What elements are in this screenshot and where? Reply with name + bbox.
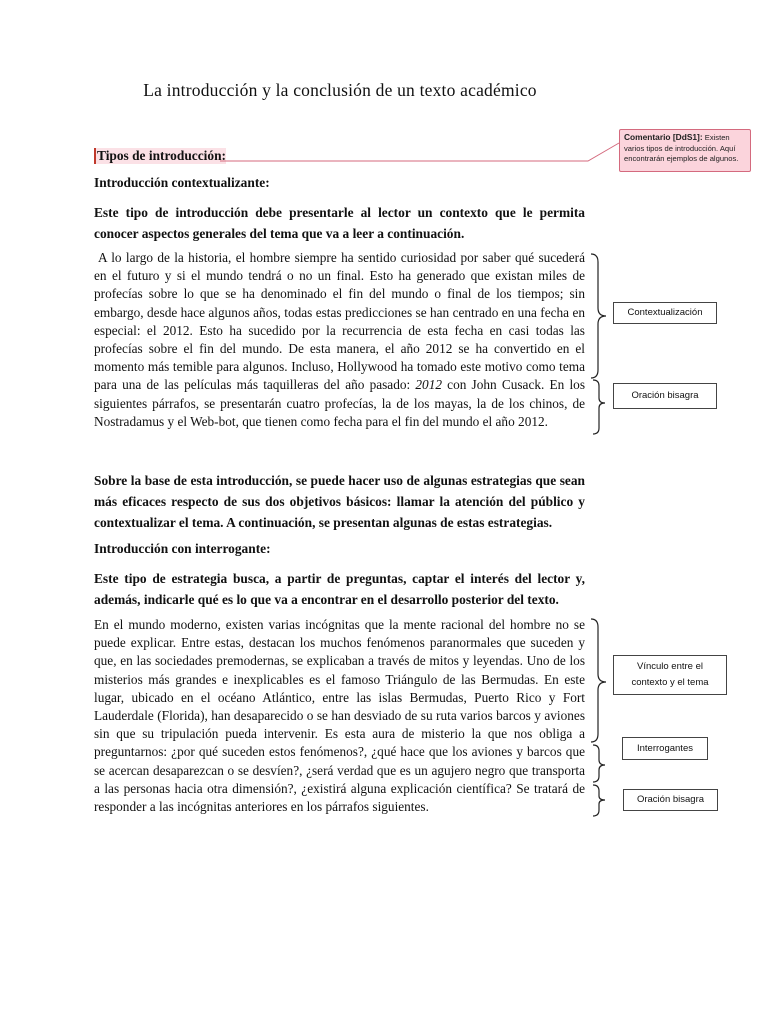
intro2-description: Este tipo de estrategia busca, a partir de preguntas, captar el interés del lector y, además, indicarle qué es lo que va a encontrar en el desarrollo posterior del texto. — [94, 571, 585, 607]
brace-oracion-bisagra-2 — [593, 785, 605, 816]
intro2-heading: Introducción con interrogante: — [94, 541, 271, 556]
intro1-paragraph-part2: con John Cusack. En los siguientes párrafos, se presentarán cuatro profecías, la de los mayas, la de los chinos, de Nostradamus y el Web-bot, que tienen como fecha para el fin del mundo el año 2012. — [94, 377, 585, 429]
comment-balloon[interactable] — [619, 129, 751, 172]
label-oracion-bisagra-2: Oración bisagra — [623, 789, 718, 811]
brace-oracion-bisagra-1 — [593, 380, 605, 434]
section-heading-commented[interactable]: Tipos de introducción: — [94, 148, 226, 164]
label-oracion-bisagra-1: Oración bisagra — [613, 383, 717, 409]
intro2-paragraph: En el mundo moderno, existen varias incógnitas que la mente racional del hombre no se puede explicar. Entre estas, destacan los muchos fenómenos paranormales que suceden y que, en las sociedades premodernas, se explicaban a través de mitos y leyendas. Uno de los misterios más grandes e inexplicables es el famoso Triángulo de las Bermudas. En este lugar, ubicado en el océano Atlántico, entre las islas Bermudas, Puerto Rico y Fort Lauderdale (Florida), han desaparecido o se han desviado de su ruta varios barcos y aviones sin que su tripulación pueda intervenir. Es esta aura de misterio la que nos obliga a preguntarnos: ¿por qué suceden estos fenómenos?, ¿qué hace que los aviones y barcos que se acercan desaparezcan o se desvíen?, ¿será verdad que es un agujero negro que transporta a las personas hacia otra dimensión?, ¿existirá alguna explicación científica? Se tratará de responder a las incógnitas anteriores en los párrafos siguientes. — [94, 617, 585, 815]
comment-connector-line — [220, 143, 619, 161]
film-title: 2012 — [415, 377, 442, 393]
brace-vinculo — [591, 619, 606, 742]
label-vinculo: Vínculo entre el contexto y el tema — [613, 655, 727, 695]
comment-text: Existen varios tipos de introducción. Aquí encontrarán ejemplos de algunos. — [624, 133, 739, 163]
document-title: La introducción y la conclusión de un texto académico — [143, 80, 537, 100]
intro1-description: Este tipo de introducción debe presentarle al lector un contexto que le permita conocer aspectos generales del tema que va a leer a continuación. — [94, 205, 585, 241]
brace-interrogantes — [593, 745, 605, 782]
intro1-heading: Introducción contextualizante: — [94, 175, 270, 190]
transition-paragraph: Sobre la base de esta introducción, se puede hacer uso de algunas estrategias que sean más eficaces respecto de sus dos objetivos básicos: llamar la atención del público y contextualizar el tema. A continuación, se presentan algunas de estas estrategias. — [94, 473, 585, 530]
intro1-paragraph — [94, 249, 585, 431]
intro1-paragraph-part1: A lo largo de la historia, el hombre siempre ha sentido curiosidad por saber qué sucederá en el futuro y si el mundo tendrá o no un final. Esto ha generado que existan miles de profecías sobre lo que se ha denominado el fin del mundo o final de los tiempos; sin embargo, desde hace algunos años, todas estas predicciones se han centrado en una fecha en especial: el 2012. Esto ha sucedido por la recurrencia de esta fecha en casi todas las profecías sobre el fin del mundo. De esta manera, el año 2012 se ha convertido en el momento más temible para algunos. Incluso, Hollywood ha tomado este motivo como tema para una de las películas más taquilleras del año pasado: — [94, 250, 585, 393]
brace-contextualizacion — [591, 254, 606, 378]
label-contextualizacion: Contextualización — [613, 302, 717, 324]
comment-author: Comentario [DdS1]: — [624, 132, 703, 142]
label-interrogantes: Interrogantes — [622, 737, 708, 760]
